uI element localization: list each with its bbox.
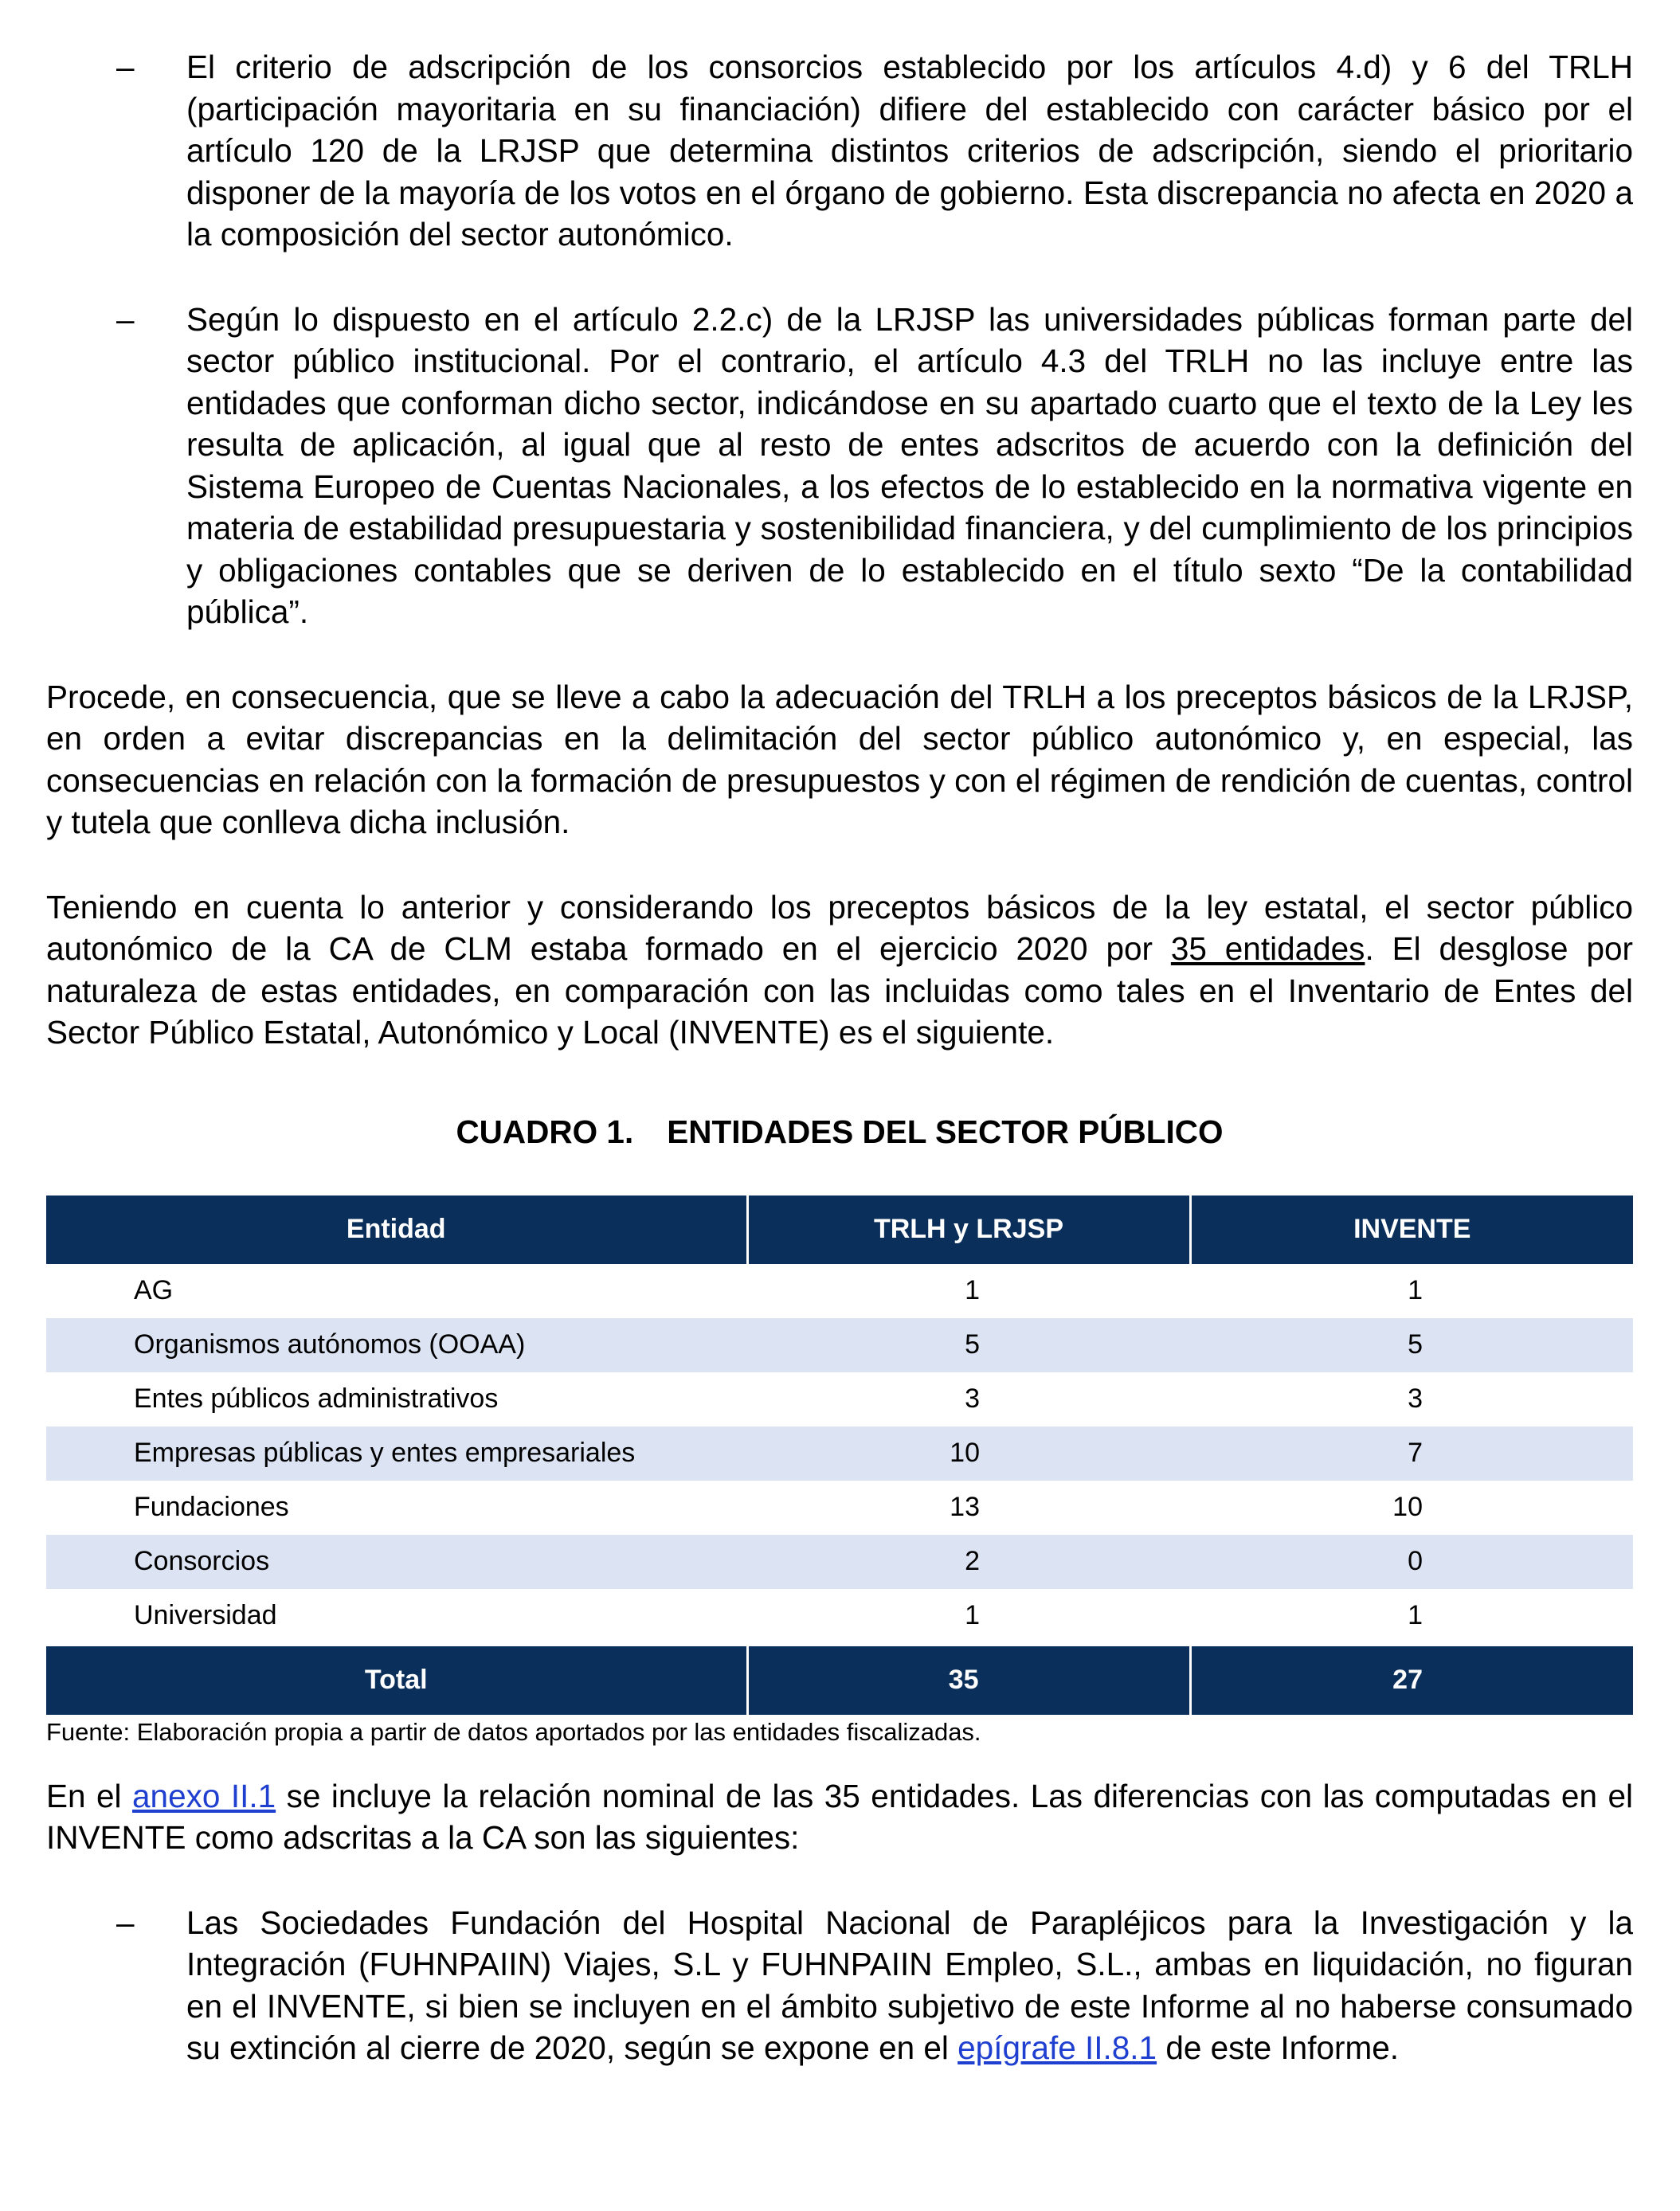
cell-trlh: 2 xyxy=(747,1535,1190,1589)
bullet-fuhnpaiin-after: de este Informe. xyxy=(1157,2029,1399,2066)
table-title-label: CUADRO 1. xyxy=(456,1113,634,1150)
bullet-universidades-text: Según lo dispuesto en el artículo 2.2.c) de la LRJSP las universidades públicas forman parte del sector público institucional. Por el contrario, el artículo 4.3 del TRLH no las incluye entre las entidades que conforman dicho sector, indicándose en su apartado cuarto que el texto de la Ley les resulta de aplicación, al igual que al resto de entes adscritos de acuerdo con la definición del Sistema Europeo de Cuentas Nacionales, a los efectos de lo establecido en la normativa vigente en materia de estabilidad presupuestaria y sostenibilidad financiera, y del cumplimiento de los principios y obligaciones contables que se deriven de lo establecido en el título sexto “De la contabilidad pública”. xyxy=(186,300,1633,630)
cell-entidad: Entes públicos administrativos xyxy=(134,1383,499,1414)
bullet-universidades xyxy=(46,299,1633,633)
cell-entidad: Consorcios xyxy=(46,1535,747,1589)
table-row xyxy=(46,1318,1633,1372)
epigrafe-link[interactable]: epígrafe II.8.1 xyxy=(957,2029,1157,2066)
paragraph-teniendo-before: Teniendo en cuenta lo anterior y considerando los preceptos básicos de la ley estatal, el sector público autonómico de la CA de CLM estaba formado en el ejercicio 2020 por xyxy=(46,888,1633,967)
paragraph-anexo-before: En el xyxy=(46,1777,133,1814)
total-invente: 27 xyxy=(1190,1645,1633,1715)
cell-entidad: AG xyxy=(134,1275,174,1305)
anexo-link[interactable]: anexo II.1 xyxy=(132,1777,276,1814)
bullet-consorcios xyxy=(46,46,1633,256)
bullet-fuhnpaiin xyxy=(46,1902,1633,2069)
header-trlh: TRLH y LRJSP xyxy=(747,1196,1190,1264)
cell-entidad: Empresas públicas y entes empresariales xyxy=(46,1426,747,1481)
header-entidad: Entidad xyxy=(46,1196,747,1264)
cell-invente: 10 xyxy=(1392,1492,1423,1522)
bullet-fuhnpaiin-text xyxy=(186,1902,1633,2069)
bullet-fuhnpaiin-body: Las Sociedades Fundación del Hospital Nacional de Parapléjicos para la Investigación y la Integración (FUHNPAIIN) Viajes, S.L y FUHNPAIIN Empleo, S.L., ambas en liquidación, no figuran en el INVENTE, si bien se incluyen en el ámbito subjetivo de este Informe al no haberse consumado su extinción al cierre de 2020, según se expone en el xyxy=(186,1904,1633,2066)
cell-trlh: 5 xyxy=(747,1318,1190,1372)
table-row xyxy=(46,1589,1633,1645)
cell-trlh: 1 xyxy=(965,1600,980,1630)
bullet-dash: – xyxy=(116,1904,135,1941)
cell-invente: 5 xyxy=(1190,1318,1633,1372)
paragraph-teniendo-underlined: 35 entidades xyxy=(1170,930,1365,967)
table-row xyxy=(46,1264,1633,1318)
total-label: Total xyxy=(46,1645,747,1715)
cell-trlh: 13 xyxy=(950,1492,980,1522)
document-page xyxy=(46,46,1633,2069)
paragraph-procede: Procede, en consecuencia, que se lleve a cabo la adecuación del TRLH a los preceptos básicos de la LRJSP, en orden a evitar discrepancias en la delimitación del sector público autonómico y, en especial, las consecuencias en relación con la formación de presupuestos y con el régimen de rendición de cuentas, control y tutela que conlleva dicha inclusión. xyxy=(46,678,1633,840)
bullet-consorcios-text: El criterio de adscripción de los consorcios establecido por los artículos 4.d) y 6 del TRLH (participación mayoritaria en su financiación) difiere del establecido con carácter básico por el artículo 120 de la LRJSP que determina distintos criterios de adscripción, siendo el prioritario disponer de la mayoría de los votos en el órgano de gobierno. Esta discrepancia no afecta en 2020 a la composición del sector autonómico. xyxy=(186,49,1633,252)
paragraph-anexo xyxy=(46,1775,1633,1859)
cell-trlh: 3 xyxy=(965,1383,980,1414)
cell-entidad: Fundaciones xyxy=(134,1492,289,1522)
cell-trlh: 1 xyxy=(965,1275,980,1305)
bullet-dash: – xyxy=(116,300,135,338)
table-header-row xyxy=(46,1196,1633,1264)
table-row xyxy=(46,1535,1633,1589)
table-title-text: ENTIDADES DEL SECTOR PÚBLICO xyxy=(667,1113,1224,1150)
cell-invente: 3 xyxy=(1408,1383,1423,1414)
cell-invente: 1 xyxy=(1408,1600,1423,1630)
table-total-row xyxy=(46,1645,1633,1715)
paragraph-teniendo xyxy=(46,886,1633,1054)
paragraph-teniendo-after: . El desglose por naturaleza de estas entidades, en comparación con las incluidas como tales en el Inventario de Entes del Sector Público Estatal, Autonómico y Local (INVENTE) es el siguiente. xyxy=(46,930,1633,1051)
entities-table xyxy=(46,1196,1633,1715)
table-title xyxy=(46,1111,1633,1152)
cell-invente: 0 xyxy=(1190,1535,1633,1589)
table-row xyxy=(46,1372,1633,1426)
table-row xyxy=(46,1481,1633,1535)
paragraph-anexo-after: se incluye la relación nominal de las 35 entidades. Las diferencias con las computadas en el INVENTE como adscritas a la CA son las siguientes: xyxy=(46,1777,1633,1856)
bullet-dash: – xyxy=(116,49,135,85)
header-invente: INVENTE xyxy=(1190,1196,1633,1264)
table-row xyxy=(46,1426,1633,1481)
cell-entidad: Universidad xyxy=(134,1600,277,1630)
total-trlh: 35 xyxy=(747,1645,1190,1715)
cell-entidad: Organismos autónomos (OOAA) xyxy=(46,1318,747,1372)
cell-invente: 1 xyxy=(1408,1275,1423,1305)
cell-trlh: 10 xyxy=(747,1426,1190,1481)
table-source: Fuente: Elaboración propia a partir de datos aportados por las entidades fiscalizadas. xyxy=(46,1717,981,1746)
cell-invente: 7 xyxy=(1190,1426,1633,1481)
